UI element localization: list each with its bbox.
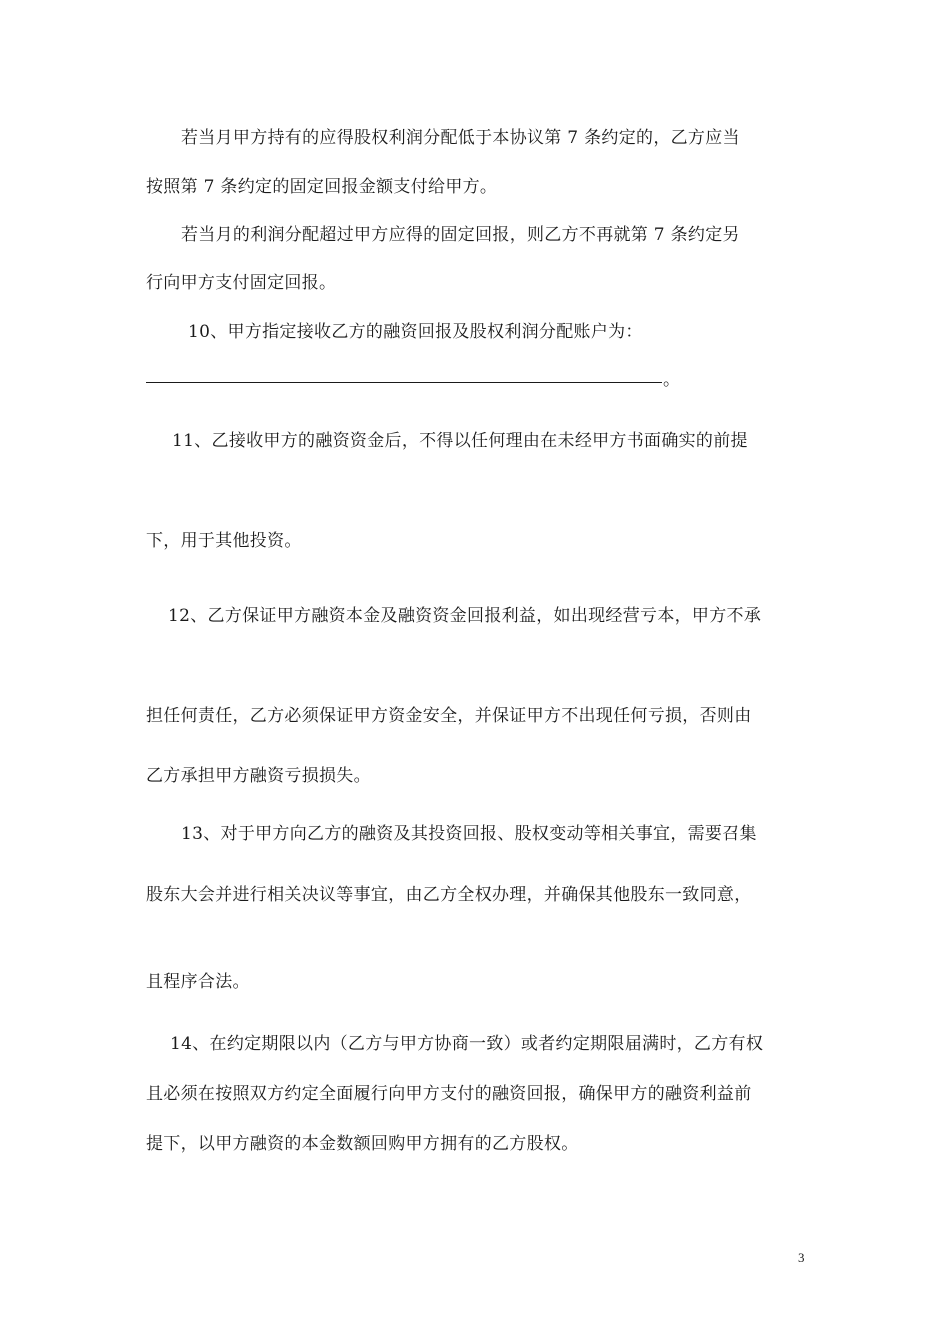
paragraph-line: 若当月甲方持有的应得股权利润分配低于本协议第 7 条约定的，乙方应当 (181, 128, 740, 148)
account-blank-line (146, 382, 662, 383)
page-number: 3 (798, 1250, 805, 1265)
clause-13: 13、对于甲方向乙方的融资及其投资回报、股权变动等相关事宜，需要召集 (181, 824, 757, 844)
clause-11: 11、乙接收甲方的融资资金后，不得以任何理由在未经甲方书面确实的前提 (172, 431, 748, 451)
paragraph-line: 担任何责任，乙方必须保证甲方资金安全，并保证甲方不出现任何亏损，否则由 (146, 706, 752, 726)
paragraph-line: 乙方承担甲方融资亏损损失。 (146, 766, 371, 786)
paragraph-line: 股东大会并进行相关决议等事宜，由乙方全权办理，并确保其他股东一致同意， (146, 885, 752, 905)
blank-period: 。 (663, 370, 680, 390)
paragraph-line: 提下，以甲方融资的本金数额回购甲方拥有的乙方股权。 (146, 1134, 579, 1154)
paragraph-line: 下，用于其他投资。 (146, 531, 302, 551)
paragraph-line: 且程序合法。 (146, 972, 250, 992)
paragraph-line: 若当月的利润分配超过甲方应得的固定回报，则乙方不再就第 7 条约定另 (181, 225, 740, 245)
clause-14: 14、在约定期限以内（乙方与甲方协商一致）或者约定期限届满时，乙方有权 (170, 1034, 764, 1054)
clause-10: 10、甲方指定接收乙方的融资回报及股权利润分配账户为： (188, 322, 643, 342)
paragraph-line: 且必须在按照双方约定全面履行向甲方支付的融资回报，确保甲方的融资利益前 (146, 1084, 752, 1104)
paragraph-line: 行向甲方支付固定回报。 (146, 273, 337, 293)
clause-12: 12、乙方保证甲方融资本金及融资资金回报利益，如出现经营亏本，甲方不承 (168, 606, 762, 626)
paragraph-line: 按照第 7 条约定的固定回报金额支付给甲方。 (146, 177, 498, 197)
